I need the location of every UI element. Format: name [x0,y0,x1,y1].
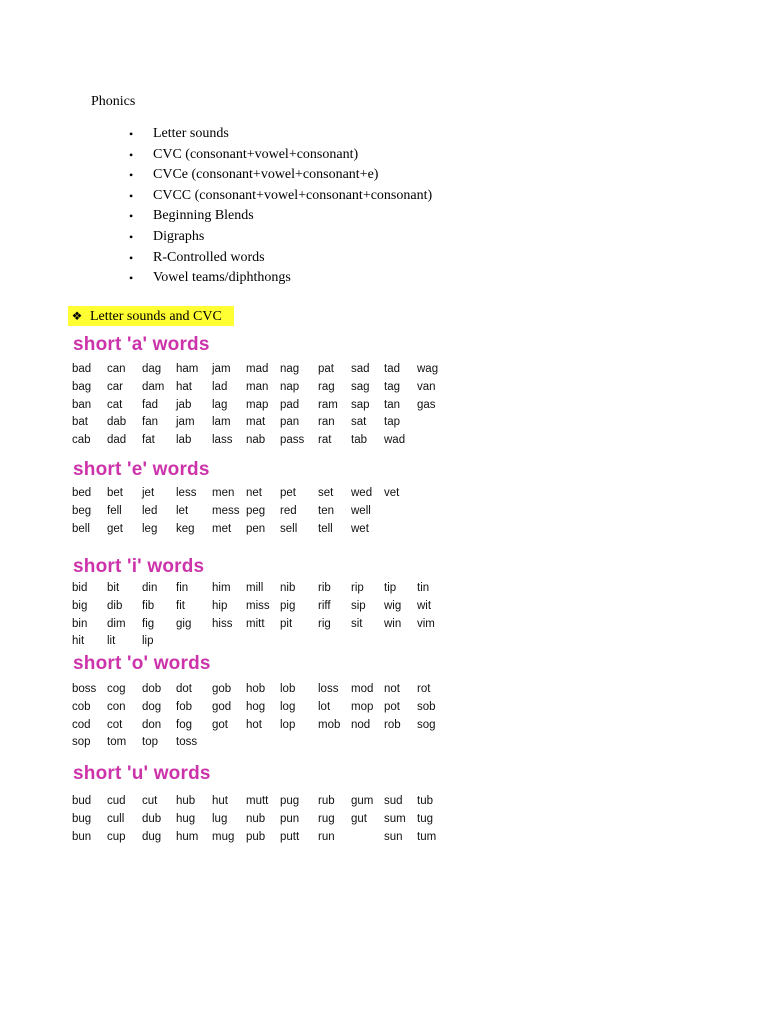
word-list-word: car [107,380,123,393]
topic-item-label: Digraphs [153,228,205,244]
word-list-word: cup [107,830,126,843]
word-list-image [68,330,446,855]
word-list-word: log [280,700,296,713]
topic-item [129,268,432,289]
word-list-word: bet [107,487,123,499]
word-list-word: tug [417,812,433,825]
word-list-word: let [176,504,189,517]
word-list-word: cut [142,795,158,807]
word-list-word: fad [142,398,158,411]
word-list-word: pub [246,830,266,843]
word-list-word: dab [107,416,127,429]
word-list-word: less [176,487,197,499]
page-heading: Phonics [91,94,136,109]
word-list-word: lad [212,380,228,393]
word-list-word: cat [107,398,123,411]
word-list-word: tub [417,795,433,807]
word-list-word: rob [384,718,401,731]
word-list-word: hob [246,683,266,695]
word-list-word: wad [384,434,406,447]
topic-item [129,165,432,186]
word-list-word: sip [351,599,366,612]
word-list-word: bell [72,522,90,535]
word-list-word: jam [176,416,195,429]
topic-item-label: Beginning Blends [153,208,254,224]
word-list-word: hub [176,795,196,807]
word-list-word: pat [318,363,334,375]
word-list-word: mill [246,582,264,594]
word-list-word: get [107,522,123,535]
word-list-word: nub [246,812,266,825]
word-list-word: mod [351,683,374,695]
word-list-word: lug [212,812,228,825]
word-list-word: bad [72,363,92,375]
word-list-word: sop [72,736,91,749]
word-list-title: short 'i' words [73,556,205,577]
word-list-word: boss [72,683,97,695]
word-list-word: putt [280,830,300,843]
word-list-word: wag [417,363,439,375]
word-list-word: loss [318,683,339,695]
word-list-word: cud [107,795,126,807]
word-list-word: mop [351,700,374,713]
word-list-word: pig [280,599,296,612]
word-list-word: pug [280,795,300,807]
word-list-word: beg [72,504,92,517]
topic-item-label: CVCe (consonant+vowel+consonant+e) [153,167,379,183]
word-list-word: bug [72,812,92,825]
bullet-dot-icon: • [129,147,134,162]
word-list-word: well [351,504,371,517]
word-list-word: wig [384,599,402,612]
word-list-word: keg [176,522,195,535]
word-list-word: man [246,380,269,393]
word-list-word: tin [417,582,430,594]
word-list-word: vim [417,617,435,630]
word-list-word: sad [351,363,370,375]
word-list-word: gut [351,812,367,825]
word-list-title: short 'a' words [73,334,210,355]
word-list-word: map [246,398,269,411]
word-list-word: cod [72,718,91,731]
word-list-word: wit [417,599,432,612]
word-list-word: dog [142,700,162,713]
word-list-word: lass [212,434,233,447]
word-list-word: cob [72,700,91,713]
word-list-word: pot [384,700,400,713]
word-list-title: short 'u' words [73,763,211,784]
word-list-word: mat [246,416,266,429]
word-list-word: sat [351,416,367,429]
word-list-word: dag [142,363,162,375]
word-list-word: tell [318,522,333,535]
topic-item-label: R-Controlled words [153,249,265,265]
word-list-word: lot [318,700,331,713]
word-list-word: met [212,522,232,535]
word-list-word: pan [280,416,300,429]
word-list-word: lag [212,398,228,411]
word-list-word: pad [280,398,300,411]
word-list-word: pun [280,812,300,825]
word-list-word: dad [107,434,127,447]
word-list-word: tom [107,736,127,749]
word-list-word: fob [176,700,192,713]
word-list-word: god [212,700,232,713]
topic-item [129,206,432,227]
word-list-word: lop [280,718,296,731]
word-list-word: mad [246,363,269,375]
word-list-word: hut [212,795,228,807]
word-list-word: bag [72,380,92,393]
word-list-word: sud [384,795,403,807]
word-list-word: rip [351,582,364,594]
word-list-word: nap [280,380,300,393]
topic-item-label: CVC (consonant+vowel+consonant) [153,146,359,162]
word-list-word: mess [212,504,240,517]
word-list-word: fib [142,599,155,612]
word-list-word: big [72,599,88,612]
word-list-word: mob [318,718,341,731]
topic-item-label: CVCC (consonant+vowel+consonant+consonant) [153,187,433,203]
word-list-word: bit [107,582,120,594]
word-list-word: sell [280,522,298,535]
word-list-word: him [212,582,231,594]
word-list-word: miss [246,599,270,612]
word-list-word: mutt [246,795,269,807]
bullet-dot-icon: • [129,168,134,183]
word-list-word: hug [176,812,196,825]
word-list-word: wet [351,522,369,535]
word-list-word: hip [212,599,228,612]
word-list-word: dot [176,683,192,695]
word-list-word: fit [176,599,185,612]
word-list-word: gum [351,795,374,807]
word-list-word: rat [318,434,332,447]
word-list-word: jet [142,487,155,499]
word-list-word: hum [176,830,199,843]
word-list-word: nod [351,718,371,731]
word-list-word: don [142,718,162,731]
word-list-word: bud [72,795,92,807]
four-diamond-icon: ❖ [71,309,83,323]
bullet-dot-icon: • [129,188,134,203]
bullet-dot-icon: • [129,127,134,141]
word-list-word: cot [107,718,123,731]
word-list-word: ten [318,504,334,517]
word-list-word: ran [318,416,335,429]
word-list-word: nag [280,363,300,375]
word-list-word: tap [384,416,400,429]
word-list-word: tab [351,434,367,447]
word-list-word: peg [246,504,266,517]
word-list-word: toss [176,736,198,749]
word-list-word: bun [72,830,92,843]
word-list-word: mitt [246,617,265,630]
word-list-word: jam [212,363,231,375]
word-list-word: fig [142,617,155,630]
word-list-word: cab [72,434,91,447]
word-list-word: nab [246,434,266,447]
word-list-word: pass [280,434,305,447]
word-list-word: hit [72,635,85,648]
word-list-word: hot [246,718,262,731]
topic-item-label: Vowel teams/diphthongs [153,270,291,286]
topic-item [129,124,432,145]
word-list-word: jab [176,398,192,411]
word-list-word: rot [417,683,431,695]
word-list-word: dob [142,683,162,695]
word-list-word: sun [384,830,403,843]
word-list-word: dim [107,617,126,630]
word-list-word: tip [384,582,397,594]
word-list-word: sit [351,617,363,630]
word-list-title: short 'o' words [73,653,211,674]
word-list-word: cull [107,812,125,825]
topic-item [129,248,432,269]
topic-list [129,124,432,289]
topic-item [129,186,432,207]
word-list-word: dug [142,830,162,843]
word-list-word: fin [176,582,189,594]
section-title [68,306,234,326]
word-list-word: tan [384,398,400,411]
topic-item [129,227,432,248]
word-list-word: men [212,487,235,499]
word-list-word: fog [176,718,192,731]
topic-item-label: Letter sounds [153,126,229,141]
word-list-word: ram [318,398,338,411]
word-list-word: con [107,700,126,713]
topic-item [129,145,432,166]
word-list-word: lit [107,635,116,648]
word-list-word: not [384,683,400,695]
word-list-word: sap [351,398,370,411]
word-list-word: gob [212,683,232,695]
word-list-word: pet [280,487,296,499]
word-list-word: sag [351,380,370,393]
bullet-dot-icon: • [129,209,134,224]
word-list-word: lam [212,416,231,429]
word-list-word: hog [246,700,266,713]
word-list-word: riff [318,599,331,612]
word-list-word: gas [417,398,436,411]
word-list-word: tum [417,830,437,843]
word-list-word: dib [107,599,123,612]
bullet-dot-icon: • [129,229,134,244]
word-list-word: win [384,617,402,630]
word-list-word: bat [72,416,88,429]
word-list-word: lob [280,683,296,695]
word-list-word: vet [384,487,400,499]
word-list-word: sum [384,812,406,825]
word-list-word: leg [142,522,158,535]
word-list-word: hat [176,380,192,393]
word-list-word: fan [142,416,158,429]
word-list-word: pen [246,522,266,535]
word-list-word: bed [72,487,92,499]
word-list-word: rug [318,812,335,825]
word-list-word: tag [384,380,400,393]
word-list-word: van [417,380,436,393]
word-list-word: led [142,504,158,517]
word-list-word: ham [176,363,199,375]
word-list-word: pit [280,617,293,630]
word-list-word: rub [318,795,335,807]
word-list-word: hiss [212,617,233,630]
word-list-word: set [318,487,334,499]
word-list-word: fat [142,434,155,447]
word-list-word: bin [72,617,88,630]
word-list-word: top [142,736,158,749]
word-list-word: bid [72,582,88,594]
word-list-word: net [246,487,262,499]
section-title-text: Letter sounds and CVC [90,309,222,324]
bullet-dot-icon: • [129,271,134,286]
word-list-word: rib [318,582,331,594]
word-list-word: ban [72,398,92,411]
word-list-word: wed [351,487,373,499]
word-list-word: dam [142,380,165,393]
word-list-word: mug [212,830,235,843]
word-list-word: lab [176,434,192,447]
word-list-word: cog [107,683,126,695]
word-list-word: lip [142,635,154,648]
word-list-word: red [280,504,297,517]
word-list-word: can [107,363,126,375]
bullet-dot-icon: • [129,250,134,265]
word-list-word: dub [142,812,162,825]
word-list-word: sog [417,718,436,731]
word-list-word: rig [318,617,331,630]
word-list-word: got [212,718,228,731]
word-list-word: tad [384,363,400,375]
word-list-word: rag [318,380,335,393]
word-list-word: run [318,830,335,843]
word-list-title: short 'e' words [73,459,210,480]
word-list-word: gig [176,617,192,630]
word-list-word: sob [417,700,436,713]
word-list-word: nib [280,582,296,594]
word-list-word: fell [107,504,122,517]
word-list-word: din [142,582,158,594]
